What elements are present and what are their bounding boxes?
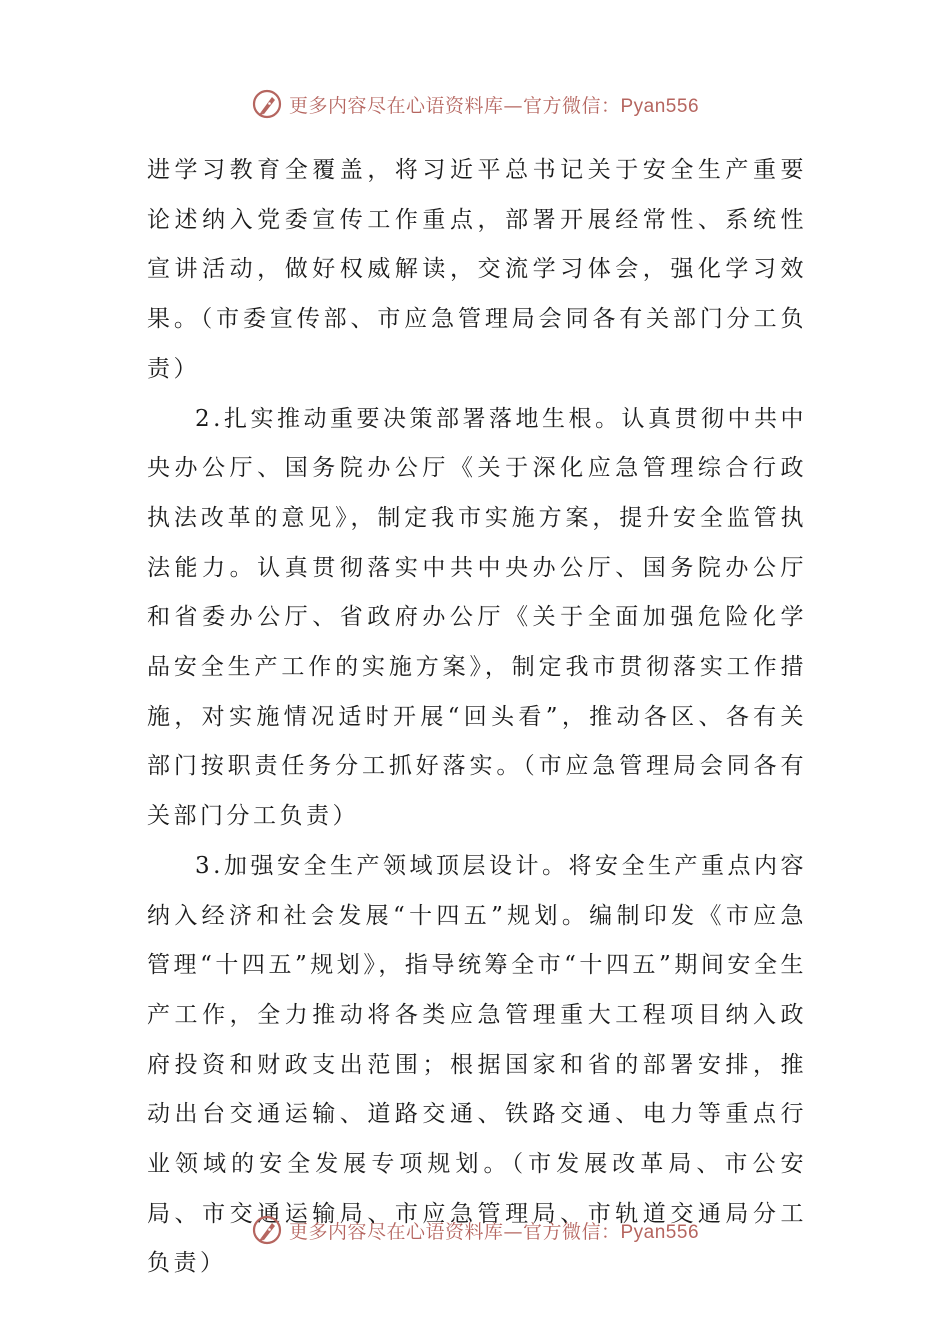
paragraph-item-2: 2.扎实推动重要决策部署落地生根。认真贯彻中共中央办公厅、国务院办公厅《关于深化应急管理综合行政执法改革的意见》，制定我市实施方案，提升安全监管执法能力。认真贯彻落实中共中央办公厅、国务院办公厅和省委办公厅、省政府办公厅《关于全面加强危险化学品安全生产工作的实施方案》，制定我市贯彻落实工作措施，对实施情况适时开展“回头看”，推动各区、各有关部门按职责任务分工抓好落实。（市应急管理局会同各有关部门分工负责） xyxy=(147,405,807,830)
paragraph-continuation: 进学习教育全覆盖，将习近平总书记关于安全生产重要论述纳入党委宣传工作重点，部署开展经常性、系统性宣讲活动，做好权威解读，交流学习体会，强化学习效果。（市委宣传部、市应急管理局会同各有关部门分工负责） xyxy=(147,157,807,382)
wechat-id: Pyan556 xyxy=(620,1221,700,1243)
banner-text: 更多内容尽在心语资料库—官方微信：Pyan556 xyxy=(288,1220,700,1243)
banner-text: 更多内容尽在心语资料库—官方微信：Pyan556 xyxy=(288,94,700,117)
wechat-id: Pyan556 xyxy=(620,95,700,117)
pen-nib-logo-icon xyxy=(251,1214,283,1246)
document-body xyxy=(147,146,807,1289)
header-banner xyxy=(0,84,950,124)
footer-banner xyxy=(0,1210,950,1250)
paragraph-item-3: 3.加强安全生产领域顶层设计。将安全生产重点内容纳入经济和社会发展“十四五”规划。编制印发《市应急管理“十四五”规划》，指导统筹全市“十四五”期间安全生产工作，全力推动将各类应急管理重大工程项目纳入政府投资和财政支出范围；根据国家和省的部署安排，推动出台交通运输、道路交通、铁路交通、电力等重点行业领域的安全发展专项规划。（市发展改革局、市公安局、市交通运输局、市应急管理局、市轨道交通局分工负责） xyxy=(147,852,807,1277)
pen-nib-logo-icon xyxy=(251,88,283,120)
